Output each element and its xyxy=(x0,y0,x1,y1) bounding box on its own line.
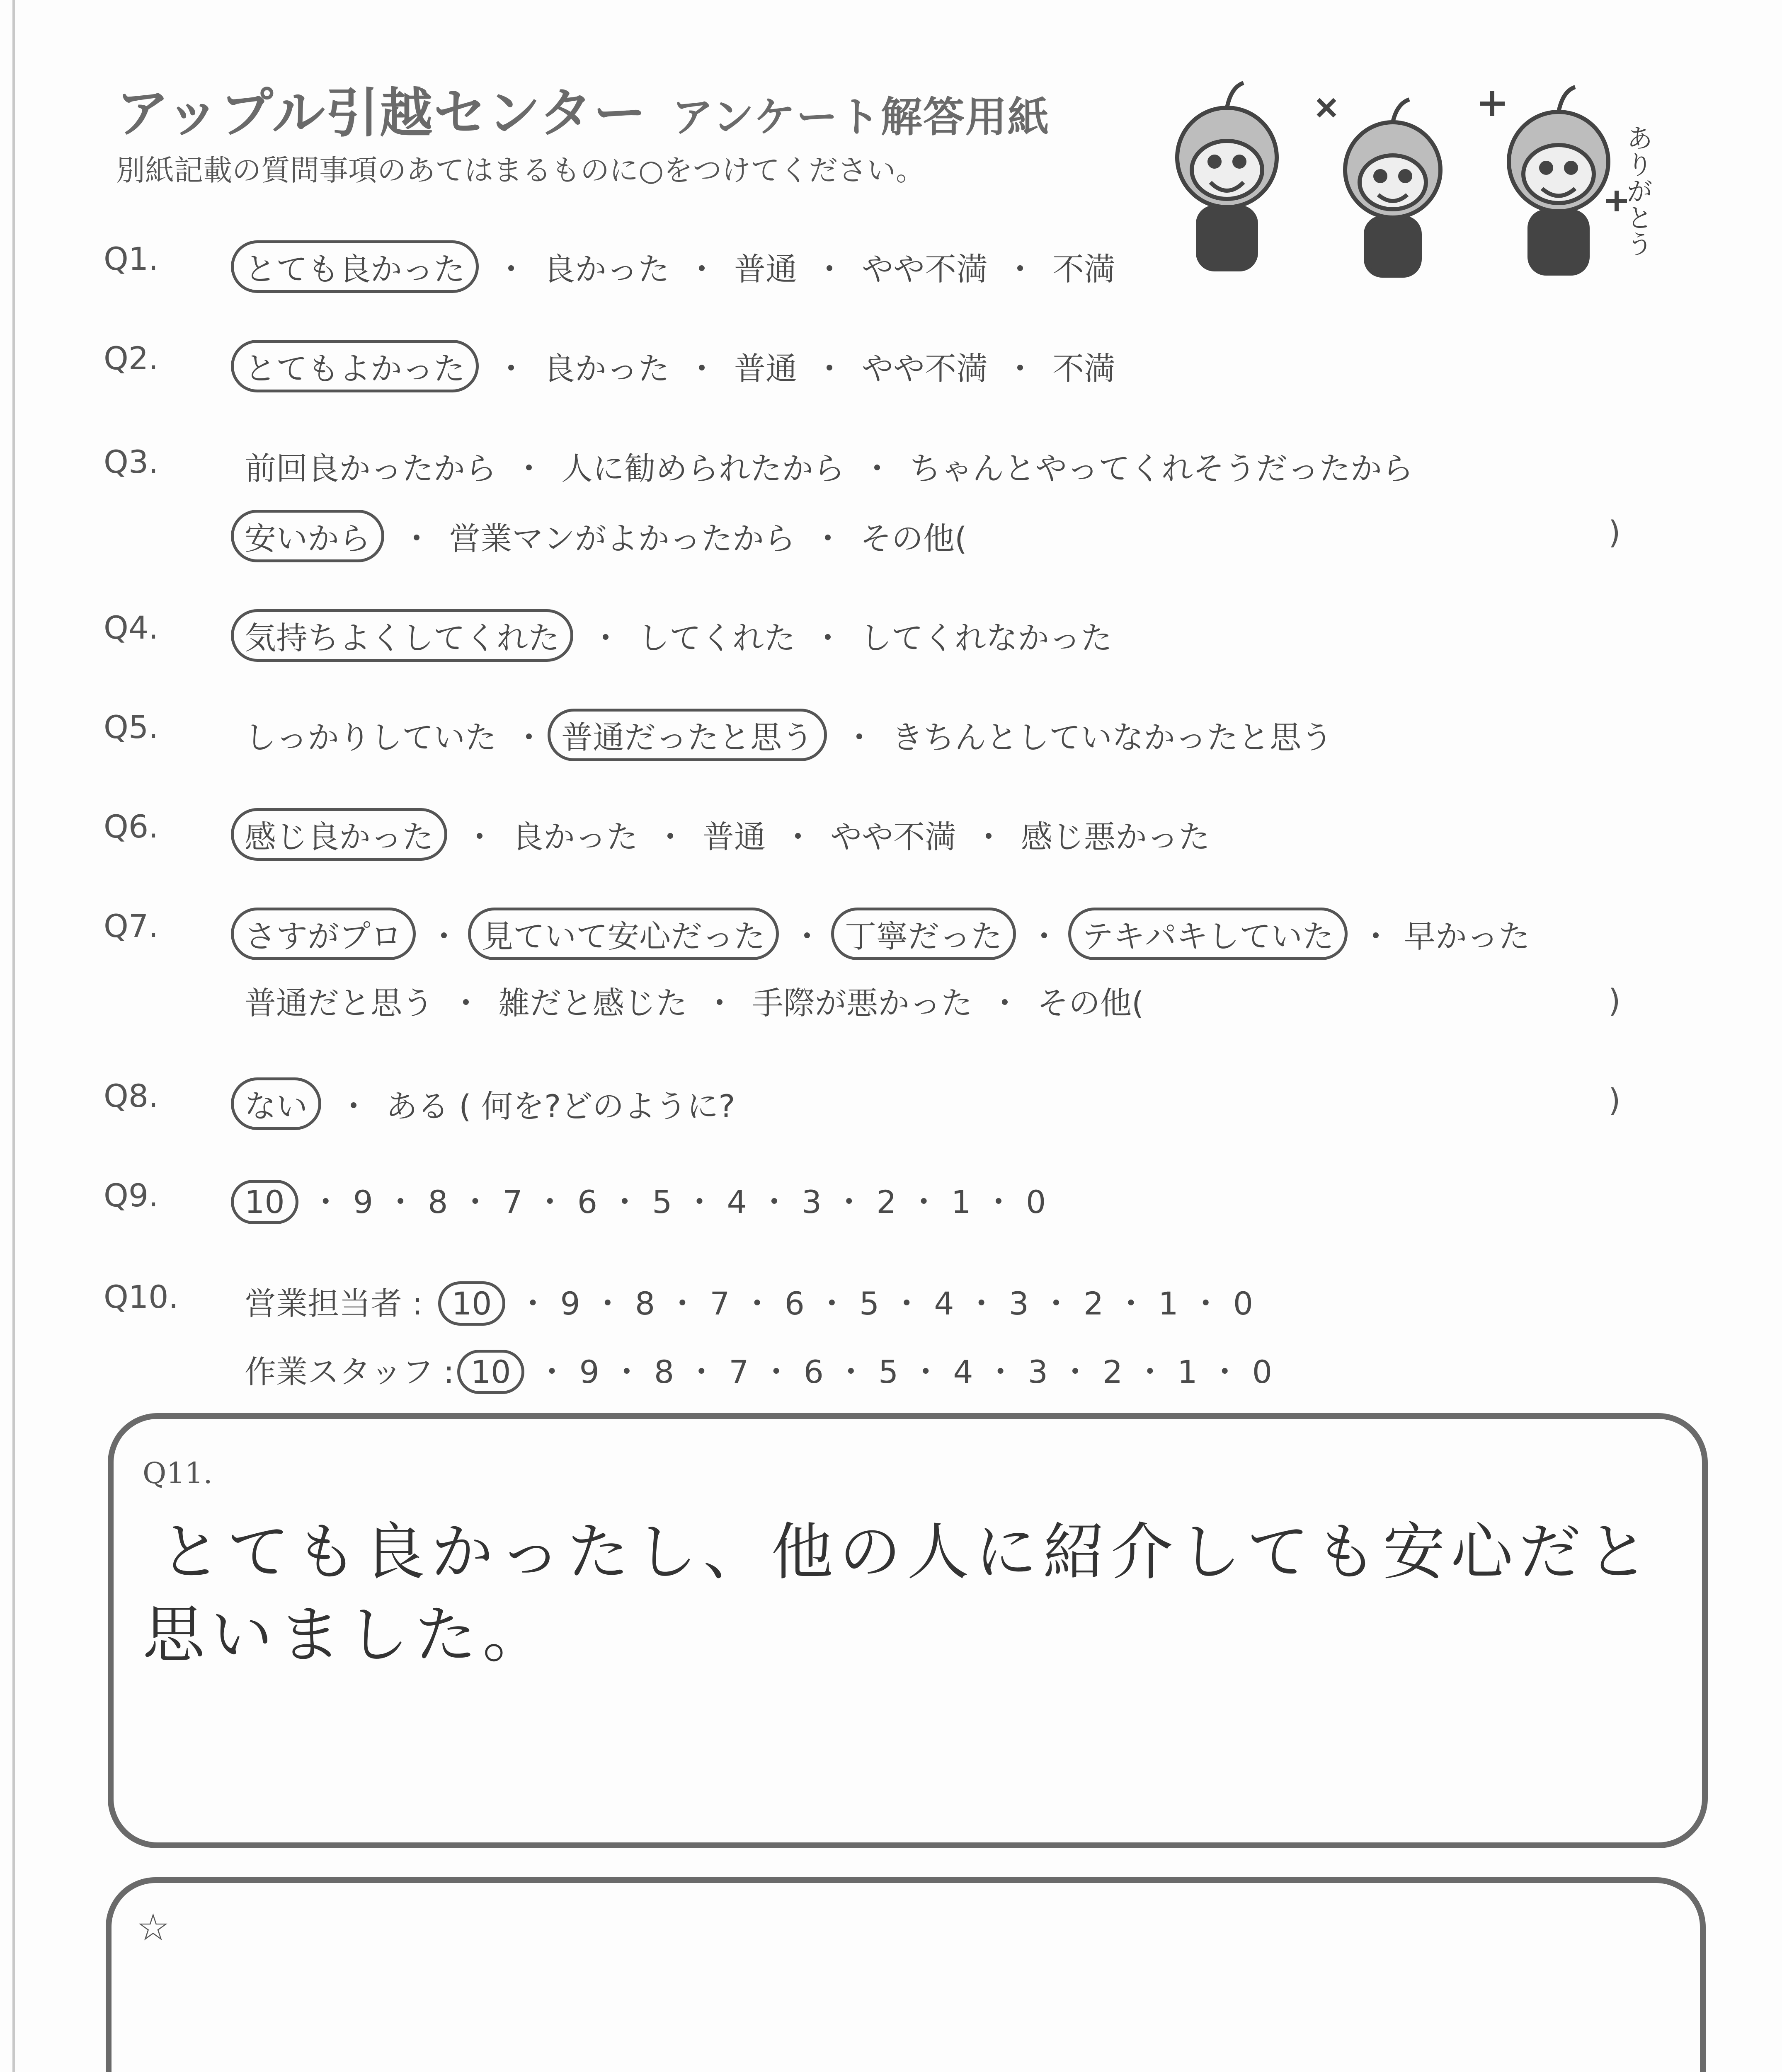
q7-option-other[interactable]: その他( xyxy=(1037,985,1144,1021)
q7-option-7[interactable]: 雑だと感じた xyxy=(498,985,687,1021)
q7-option-1[interactable]: さすがプロ xyxy=(231,908,416,960)
q9-score-7[interactable]: 7 xyxy=(502,1184,523,1220)
q10-sales-row: 営業担当者 : 10 ・ 9 ・ 8 ・ 7 ・ 6 ・ 5 ・ 4 ・ 3 ・ 2 ・ 1 ・ 0 xyxy=(245,1278,1253,1326)
q3-option-other[interactable]: その他( xyxy=(860,520,967,557)
q2-option-5[interactable]: 不満 xyxy=(1052,350,1115,387)
q10-sales-score-7[interactable]: 7 xyxy=(710,1285,730,1322)
q10-sales-score-8[interactable]: 8 xyxy=(635,1285,655,1322)
q10-staff-score-0[interactable]: 0 xyxy=(1252,1353,1273,1390)
q10-sales-score-0[interactable]: 0 xyxy=(1233,1285,1253,1322)
q11-answer-line2: 思いました。 xyxy=(143,1599,551,1671)
q3-options-line1: 前回良かったから ・ 人に勧められたから ・ ちゃんとやってくれそうだったから xyxy=(245,443,1413,489)
q9-scale: 10 ・ 9 ・ 8 ・ 7 ・ 6 ・ 5 ・ 4 ・ 3 ・ 2 ・ 1 ・ 0 xyxy=(245,1177,1046,1224)
q8-label: Q8. xyxy=(104,1077,159,1114)
q1-option-2[interactable]: 良かった xyxy=(543,251,669,288)
q3-close-paren: ) xyxy=(1608,514,1621,551)
q7-label: Q7. xyxy=(104,908,159,944)
q10-sales-score-3[interactable]: 3 xyxy=(1009,1285,1029,1322)
q2-option-4[interactable]: やや不満 xyxy=(862,350,988,387)
q10-staff-score-2[interactable]: 2 xyxy=(1103,1353,1123,1390)
star-icon: ☆ xyxy=(136,1906,170,1949)
q8-option-2[interactable]: ある ( 何を?どのように? xyxy=(386,1088,735,1125)
q5-options: しっかりしていた ・ 普通だったと思う ・ きちんとしていなかったと思う xyxy=(245,709,1333,761)
q2-option-3[interactable]: 普通 xyxy=(734,350,797,387)
q10-staff-score-10[interactable]: 10 xyxy=(457,1350,525,1394)
q3-option-1[interactable]: 前回良かったから xyxy=(245,450,497,487)
q6-option-4[interactable]: やや不満 xyxy=(830,818,956,855)
q1-option-5[interactable]: 不満 xyxy=(1052,251,1115,288)
q1-option-3[interactable]: 普通 xyxy=(734,251,797,288)
q4-options: 気持ちよくしてくれた ・ してくれた ・ してくれなかった xyxy=(245,609,1112,662)
free-comment-box[interactable] xyxy=(106,1877,1706,2072)
q10-staff-score-6[interactable]: 6 xyxy=(803,1353,824,1390)
q8-option-1[interactable]: ない xyxy=(231,1077,321,1130)
q3-option-5[interactable]: 営業マンがよかったから xyxy=(449,520,795,557)
q9-score-8[interactable]: 8 xyxy=(428,1184,448,1220)
q6-option-1[interactable]: 感じ良かった xyxy=(231,808,447,861)
q8-options: ない ・ ある ( 何を?どのように? xyxy=(245,1077,735,1130)
q3-options-line2: 安いから ・ 営業マンがよかったから ・ その他( xyxy=(245,510,967,562)
q10-sales-score-9[interactable]: 9 xyxy=(560,1285,580,1322)
q10-sales-score-4[interactable]: 4 xyxy=(934,1285,954,1322)
q9-score-5[interactable]: 5 xyxy=(652,1184,672,1220)
q10-label: Q10. xyxy=(104,1278,179,1315)
q10-staff-label: 作業スタッフ : xyxy=(245,1353,454,1390)
q10-sales-score-1[interactable]: 1 xyxy=(1158,1285,1178,1322)
q4-option-1[interactable]: 気持ちよくしてくれた xyxy=(231,609,573,662)
q9-score-4[interactable]: 4 xyxy=(727,1184,747,1220)
q10-staff-score-9[interactable]: 9 xyxy=(579,1353,599,1390)
q5-label: Q5. xyxy=(104,709,159,746)
q3-option-3[interactable]: ちゃんとやってくれそうだったから xyxy=(909,450,1413,487)
q10-staff-score-8[interactable]: 8 xyxy=(654,1353,674,1390)
q1-options: とても良かった ・ 良かった ・ 普通 ・ やや不満 ・ 不満 xyxy=(245,240,1115,293)
q5-option-1[interactable]: しっかりしていた xyxy=(245,719,497,756)
q4-option-3[interactable]: してくれなかった xyxy=(860,620,1112,656)
q2-options: とてもよかった ・ 良かった ・ 普通 ・ やや不満 ・ 不満 xyxy=(245,340,1115,392)
q2-label: Q2. xyxy=(104,340,159,377)
form-subtitle: アンケート解答用紙 xyxy=(672,93,1050,141)
scan-edge xyxy=(12,0,15,2072)
q5-option-2[interactable]: 普通だったと思う xyxy=(548,709,827,761)
q7-option-2[interactable]: 見ていて安心だった xyxy=(468,908,779,960)
q3-option-2[interactable]: 人に勧められたから xyxy=(561,450,845,487)
q9-score-10[interactable]: 10 xyxy=(231,1180,298,1224)
q7-option-4[interactable]: テキパキしていた xyxy=(1068,908,1348,960)
q10-sales-score-10[interactable]: 10 xyxy=(438,1281,506,1326)
q9-score-6[interactable]: 6 xyxy=(577,1184,598,1220)
thanks-text: ありがとう xyxy=(1622,124,1653,257)
q10-staff-score-5[interactable]: 5 xyxy=(878,1353,899,1390)
q10-staff-row: 作業スタッフ : 10 ・ 9 ・ 8 ・ 7 ・ 6 ・ 5 ・ 4 ・ 3 ・ 2 ・ 1 ・ 0 xyxy=(245,1347,1272,1394)
q2-option-1[interactable]: とてもよかった xyxy=(231,340,479,392)
q9-score-1[interactable]: 1 xyxy=(951,1184,971,1220)
q10-staff-score-7[interactable]: 7 xyxy=(729,1353,749,1390)
q11-comment-box[interactable] xyxy=(108,1413,1708,1848)
q9-score-0[interactable]: 0 xyxy=(1026,1184,1046,1220)
instruction-text: 別紙記載の質問事項のあてはまるものに○をつけてください。 xyxy=(116,153,925,187)
q4-label: Q4. xyxy=(104,609,159,646)
q6-option-5[interactable]: 感じ悪かった xyxy=(1021,818,1210,855)
q8-close-paren: ) xyxy=(1608,1082,1621,1118)
q10-staff-score-4[interactable]: 4 xyxy=(953,1353,973,1390)
q7-option-6[interactable]: 普通だと思う xyxy=(245,985,434,1021)
q9-label: Q9. xyxy=(104,1177,159,1214)
q1-option-1[interactable]: とても良かった xyxy=(231,240,479,293)
q7-options-line2: 普通だと思う ・ 雑だと感じた ・ 手際が悪かった ・ その他( xyxy=(245,978,1144,1023)
monkey-mascots-illustration xyxy=(1144,75,1683,307)
q6-option-2[interactable]: 良かった xyxy=(512,818,638,855)
q9-score-3[interactable]: 3 xyxy=(801,1184,822,1220)
q4-option-2[interactable]: してくれた xyxy=(638,620,795,656)
q7-close-paren: ) xyxy=(1608,982,1621,1019)
q9-score-9[interactable]: 9 xyxy=(353,1184,373,1220)
q6-option-3[interactable]: 普通 xyxy=(703,818,766,855)
form-title: アップル引越センター アンケート解答用紙 xyxy=(116,82,1050,144)
q7-option-3[interactable]: 丁寧だった xyxy=(831,908,1016,960)
q3-option-4[interactable]: 安いから xyxy=(231,510,384,562)
q2-option-2[interactable]: 良かった xyxy=(543,350,669,387)
q1-option-4[interactable]: やや不満 xyxy=(862,251,988,288)
q10-sales-label: 営業担当者 : xyxy=(245,1285,423,1322)
q5-option-3[interactable]: きちんとしていなかったと思う xyxy=(892,719,1333,756)
q3-label: Q3. xyxy=(104,443,159,480)
q10-staff-score-1[interactable]: 1 xyxy=(1177,1353,1198,1390)
q7-option-8[interactable]: 手際が悪かった xyxy=(752,985,972,1021)
q11-answer-line1: とても良かったし、他の人に紹介しても安心だと xyxy=(159,1516,1655,1588)
q6-options: 感じ良かった ・ 良かった ・ 普通 ・ やや不満 ・ 感じ悪かった xyxy=(245,808,1210,861)
q7-option-5[interactable]: 早かった xyxy=(1404,918,1530,955)
q10-sales-score-5[interactable]: 5 xyxy=(859,1285,880,1322)
q11-label: Q11. xyxy=(143,1456,213,1490)
q10-staff-score-3[interactable]: 3 xyxy=(1028,1353,1048,1390)
q10-sales-score-2[interactable]: 2 xyxy=(1084,1285,1104,1322)
q10-sales-score-6[interactable]: 6 xyxy=(784,1285,805,1322)
q6-label: Q6. xyxy=(104,808,159,845)
q9-score-2[interactable]: 2 xyxy=(876,1184,897,1220)
q7-options-line1: さすがプロ ・ 見ていて安心だった ・ 丁寧だった ・ テキパキしていた ・ 早かった xyxy=(245,908,1530,960)
q1-label: Q1. xyxy=(104,240,159,277)
